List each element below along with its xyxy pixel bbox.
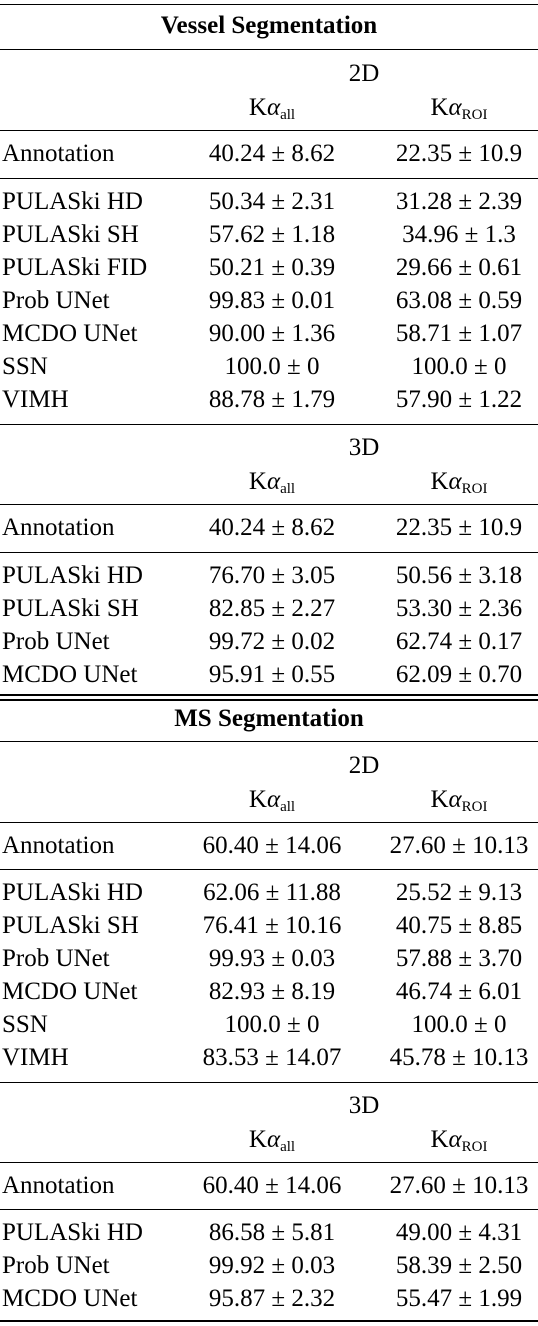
k-symbol: K xyxy=(430,468,449,495)
table-row xyxy=(0,659,538,691)
k-alpha-all-value: 82.93 ± 8.19 xyxy=(208,978,336,1005)
method-name: Annotation xyxy=(2,1172,115,1199)
method-name: PULASki HD xyxy=(2,188,143,215)
k-alpha-roi-value: 53.30 ± 2.36 xyxy=(395,595,523,622)
table-row xyxy=(0,943,538,975)
table-row xyxy=(0,351,538,383)
table-row xyxy=(0,593,538,625)
k-alpha-roi-value: 31.28 ± 2.39 xyxy=(395,188,523,215)
k-alpha-all-value: 40.24 ± 8.62 xyxy=(208,140,336,167)
column-header-k-alpha-all xyxy=(190,784,354,816)
method-name: MCDO UNet xyxy=(2,1285,138,1312)
k-alpha-roi-value: 27.60 ± 10.13 xyxy=(389,1172,529,1199)
k-symbol: K xyxy=(248,94,267,121)
k-alpha-all-value: 50.34 ± 2.31 xyxy=(208,188,336,215)
alpha-symbol: α xyxy=(448,468,462,495)
k-alpha-roi-value: 45.78 ± 10.13 xyxy=(389,1044,529,1071)
method-name: Annotation xyxy=(2,832,115,859)
method-name: PULASki FID xyxy=(2,254,148,281)
k-alpha-all-value: 86.58 ± 5.81 xyxy=(208,1219,336,1246)
method-name: Prob UNet xyxy=(2,1252,110,1279)
k-alpha-all-value: 99.93 ± 0.03 xyxy=(208,945,336,972)
column-header-k-alpha-roi xyxy=(380,92,538,124)
k-alpha-roi-value: 22.35 ± 10.9 xyxy=(395,140,523,167)
method-name: Prob UNet xyxy=(2,945,110,972)
k-alpha-roi-value: 63.08 ± 0.59 xyxy=(395,287,523,314)
k-alpha-roi-value: 27.60 ± 10.13 xyxy=(389,832,529,859)
alpha-symbol: α xyxy=(266,94,281,121)
dim-label-ms-3d: 3D xyxy=(348,1092,380,1119)
header-rule xyxy=(0,822,538,823)
table-row xyxy=(0,626,538,658)
column-header-k-alpha-all xyxy=(190,92,354,124)
subscript-roi: ROI xyxy=(461,481,488,497)
table-row xyxy=(0,1283,538,1315)
k-alpha-all-value: 95.87 ± 2.32 xyxy=(208,1285,336,1312)
block-rule xyxy=(0,424,538,425)
section-rule xyxy=(0,49,538,50)
k-alpha-all-value: 82.85 ± 2.27 xyxy=(208,595,336,622)
annotation-rule xyxy=(0,869,538,870)
table-row xyxy=(0,1250,538,1282)
k-alpha-all-value: 99.83 ± 0.01 xyxy=(208,287,336,314)
top-rule xyxy=(0,4,538,5)
k-alpha-roi-value: 34.96 ± 1.3 xyxy=(402,221,516,248)
table-row xyxy=(0,285,538,317)
table-row xyxy=(0,976,538,1008)
method-name: PULASki HD xyxy=(2,562,143,589)
method-name: Annotation xyxy=(2,140,115,167)
table-row xyxy=(0,560,538,592)
k-alpha-roi-value: 25.52 ± 9.13 xyxy=(395,879,523,906)
dim-label-vessel-2d: 2D xyxy=(348,60,380,87)
method-name: PULASki SH xyxy=(2,221,139,248)
table-row xyxy=(0,384,538,416)
k-alpha-all-value: 83.53 ± 14.07 xyxy=(202,1044,342,1071)
annotation-rule xyxy=(0,552,538,553)
table-row xyxy=(0,318,538,350)
k-alpha-roi-value: 100.0 ± 0 xyxy=(411,353,507,380)
k-alpha-roi-value: 62.74 ± 0.17 xyxy=(395,628,523,655)
k-alpha-roi-value: 55.47 ± 1.99 xyxy=(395,1285,523,1312)
alpha-symbol: α xyxy=(266,468,281,495)
method-name: MCDO UNet xyxy=(2,320,138,347)
k-alpha-all-value: 76.70 ± 3.05 xyxy=(208,562,336,589)
annotation-row xyxy=(0,512,538,544)
header-rule xyxy=(0,504,538,505)
k-alpha-roi-value: 40.75 ± 8.85 xyxy=(395,912,523,939)
k-alpha-all-value: 99.72 ± 0.02 xyxy=(208,628,336,655)
k-alpha-all-value: 60.40 ± 14.06 xyxy=(202,1172,342,1199)
k-alpha-all-value: 76.41 ± 10.16 xyxy=(202,912,342,939)
k-alpha-all-value: 57.62 ± 1.18 xyxy=(208,221,336,248)
k-alpha-roi-value: 50.56 ± 3.18 xyxy=(395,562,523,589)
column-header-k-alpha-roi xyxy=(380,466,538,498)
alpha-symbol: α xyxy=(448,786,462,813)
column-header-k-alpha-all xyxy=(190,466,354,498)
table-row xyxy=(0,252,538,284)
k-alpha-all-value: 60.40 ± 14.06 xyxy=(202,832,342,859)
k-alpha-all-value: 100.0 ± 0 xyxy=(224,353,320,380)
k-alpha-all-value: 95.91 ± 0.55 xyxy=(208,661,336,688)
subscript-all: all xyxy=(280,481,296,497)
method-name: PULASki SH xyxy=(2,595,139,622)
alpha-symbol: α xyxy=(266,1126,281,1153)
k-alpha-roi-value: 57.90 ± 1.22 xyxy=(395,386,523,413)
section-title-ms: MS Segmentation xyxy=(174,705,364,732)
alpha-symbol: α xyxy=(448,1126,462,1153)
table-row xyxy=(0,877,538,909)
subscript-roi: ROI xyxy=(461,1139,488,1155)
column-header-k-alpha-roi xyxy=(380,1124,538,1156)
k-alpha-roi-value: 29.66 ± 0.61 xyxy=(395,254,523,281)
k-alpha-roi-value: 62.09 ± 0.70 xyxy=(395,661,523,688)
section-double-rule-upper xyxy=(0,694,538,696)
k-symbol: K xyxy=(248,1126,267,1153)
section-double-rule-lower xyxy=(0,699,538,701)
k-alpha-roi-value: 57.88 ± 3.70 xyxy=(395,945,523,972)
k-alpha-roi-value: 58.71 ± 1.07 xyxy=(395,320,523,347)
method-name: Prob UNet xyxy=(2,287,110,314)
dim-label-vessel-3d: 3D xyxy=(348,434,380,461)
dim-label-ms-2d: 2D xyxy=(348,752,380,779)
k-symbol: K xyxy=(248,786,267,813)
method-name: PULASki HD xyxy=(2,1219,143,1246)
subscript-all: all xyxy=(280,1139,296,1155)
k-alpha-all-value: 40.24 ± 8.62 xyxy=(208,514,336,541)
table-row xyxy=(0,1217,538,1249)
column-header-k-alpha-roi xyxy=(380,784,538,816)
k-alpha-all-value: 50.21 ± 0.39 xyxy=(208,254,336,281)
method-name: Annotation xyxy=(2,514,115,541)
subscript-roi: ROI xyxy=(461,107,488,123)
section-rule xyxy=(0,741,538,742)
section-title-vessel: Vessel Segmentation xyxy=(160,12,378,39)
column-header-k-alpha-all xyxy=(190,1124,354,1156)
method-name: MCDO UNet xyxy=(2,978,138,1005)
method-name: MCDO UNet xyxy=(2,661,138,688)
k-symbol: K xyxy=(430,1126,449,1153)
k-symbol: K xyxy=(430,786,449,813)
annotation-row xyxy=(0,1170,538,1202)
k-alpha-all-value: 90.00 ± 1.36 xyxy=(208,320,336,347)
k-alpha-all-value: 99.92 ± 0.03 xyxy=(208,1252,336,1279)
table-row xyxy=(0,910,538,942)
annotation-row xyxy=(0,830,538,862)
alpha-symbol: α xyxy=(448,94,462,121)
method-name: PULASki SH xyxy=(2,912,139,939)
k-alpha-roi-value: 22.35 ± 10.9 xyxy=(395,514,523,541)
k-symbol: K xyxy=(248,468,267,495)
table-row xyxy=(0,186,538,218)
annotation-rule xyxy=(0,1209,538,1210)
method-name: VIMH xyxy=(2,1044,69,1071)
annotation-row xyxy=(0,138,538,170)
alpha-symbol: α xyxy=(266,786,281,813)
k-alpha-roi-value: 49.00 ± 4.31 xyxy=(395,1219,523,1246)
bottom-rule xyxy=(0,1320,538,1322)
method-name: Prob UNet xyxy=(2,628,110,655)
subscript-roi: ROI xyxy=(461,799,488,815)
k-alpha-roi-value: 46.74 ± 6.01 xyxy=(395,978,523,1005)
k-alpha-roi-value: 58.39 ± 2.50 xyxy=(395,1252,523,1279)
k-alpha-all-value: 100.0 ± 0 xyxy=(224,1011,320,1038)
k-symbol: K xyxy=(430,94,449,121)
subscript-all: all xyxy=(280,799,296,815)
method-name: VIMH xyxy=(2,386,69,413)
block-rule xyxy=(0,1082,538,1083)
method-name: SSN xyxy=(2,353,48,380)
table-row xyxy=(0,1009,538,1041)
method-name: SSN xyxy=(2,1011,48,1038)
k-alpha-roi-value: 100.0 ± 0 xyxy=(411,1011,507,1038)
annotation-rule xyxy=(0,178,538,179)
subscript-all: all xyxy=(280,107,296,123)
k-alpha-all-value: 88.78 ± 1.79 xyxy=(208,386,336,413)
header-rule xyxy=(0,1162,538,1163)
header-rule xyxy=(0,130,538,131)
table-row xyxy=(0,219,538,251)
table-row xyxy=(0,1042,538,1074)
k-alpha-all-value: 62.06 ± 11.88 xyxy=(203,879,341,906)
method-name: PULASki HD xyxy=(2,879,143,906)
